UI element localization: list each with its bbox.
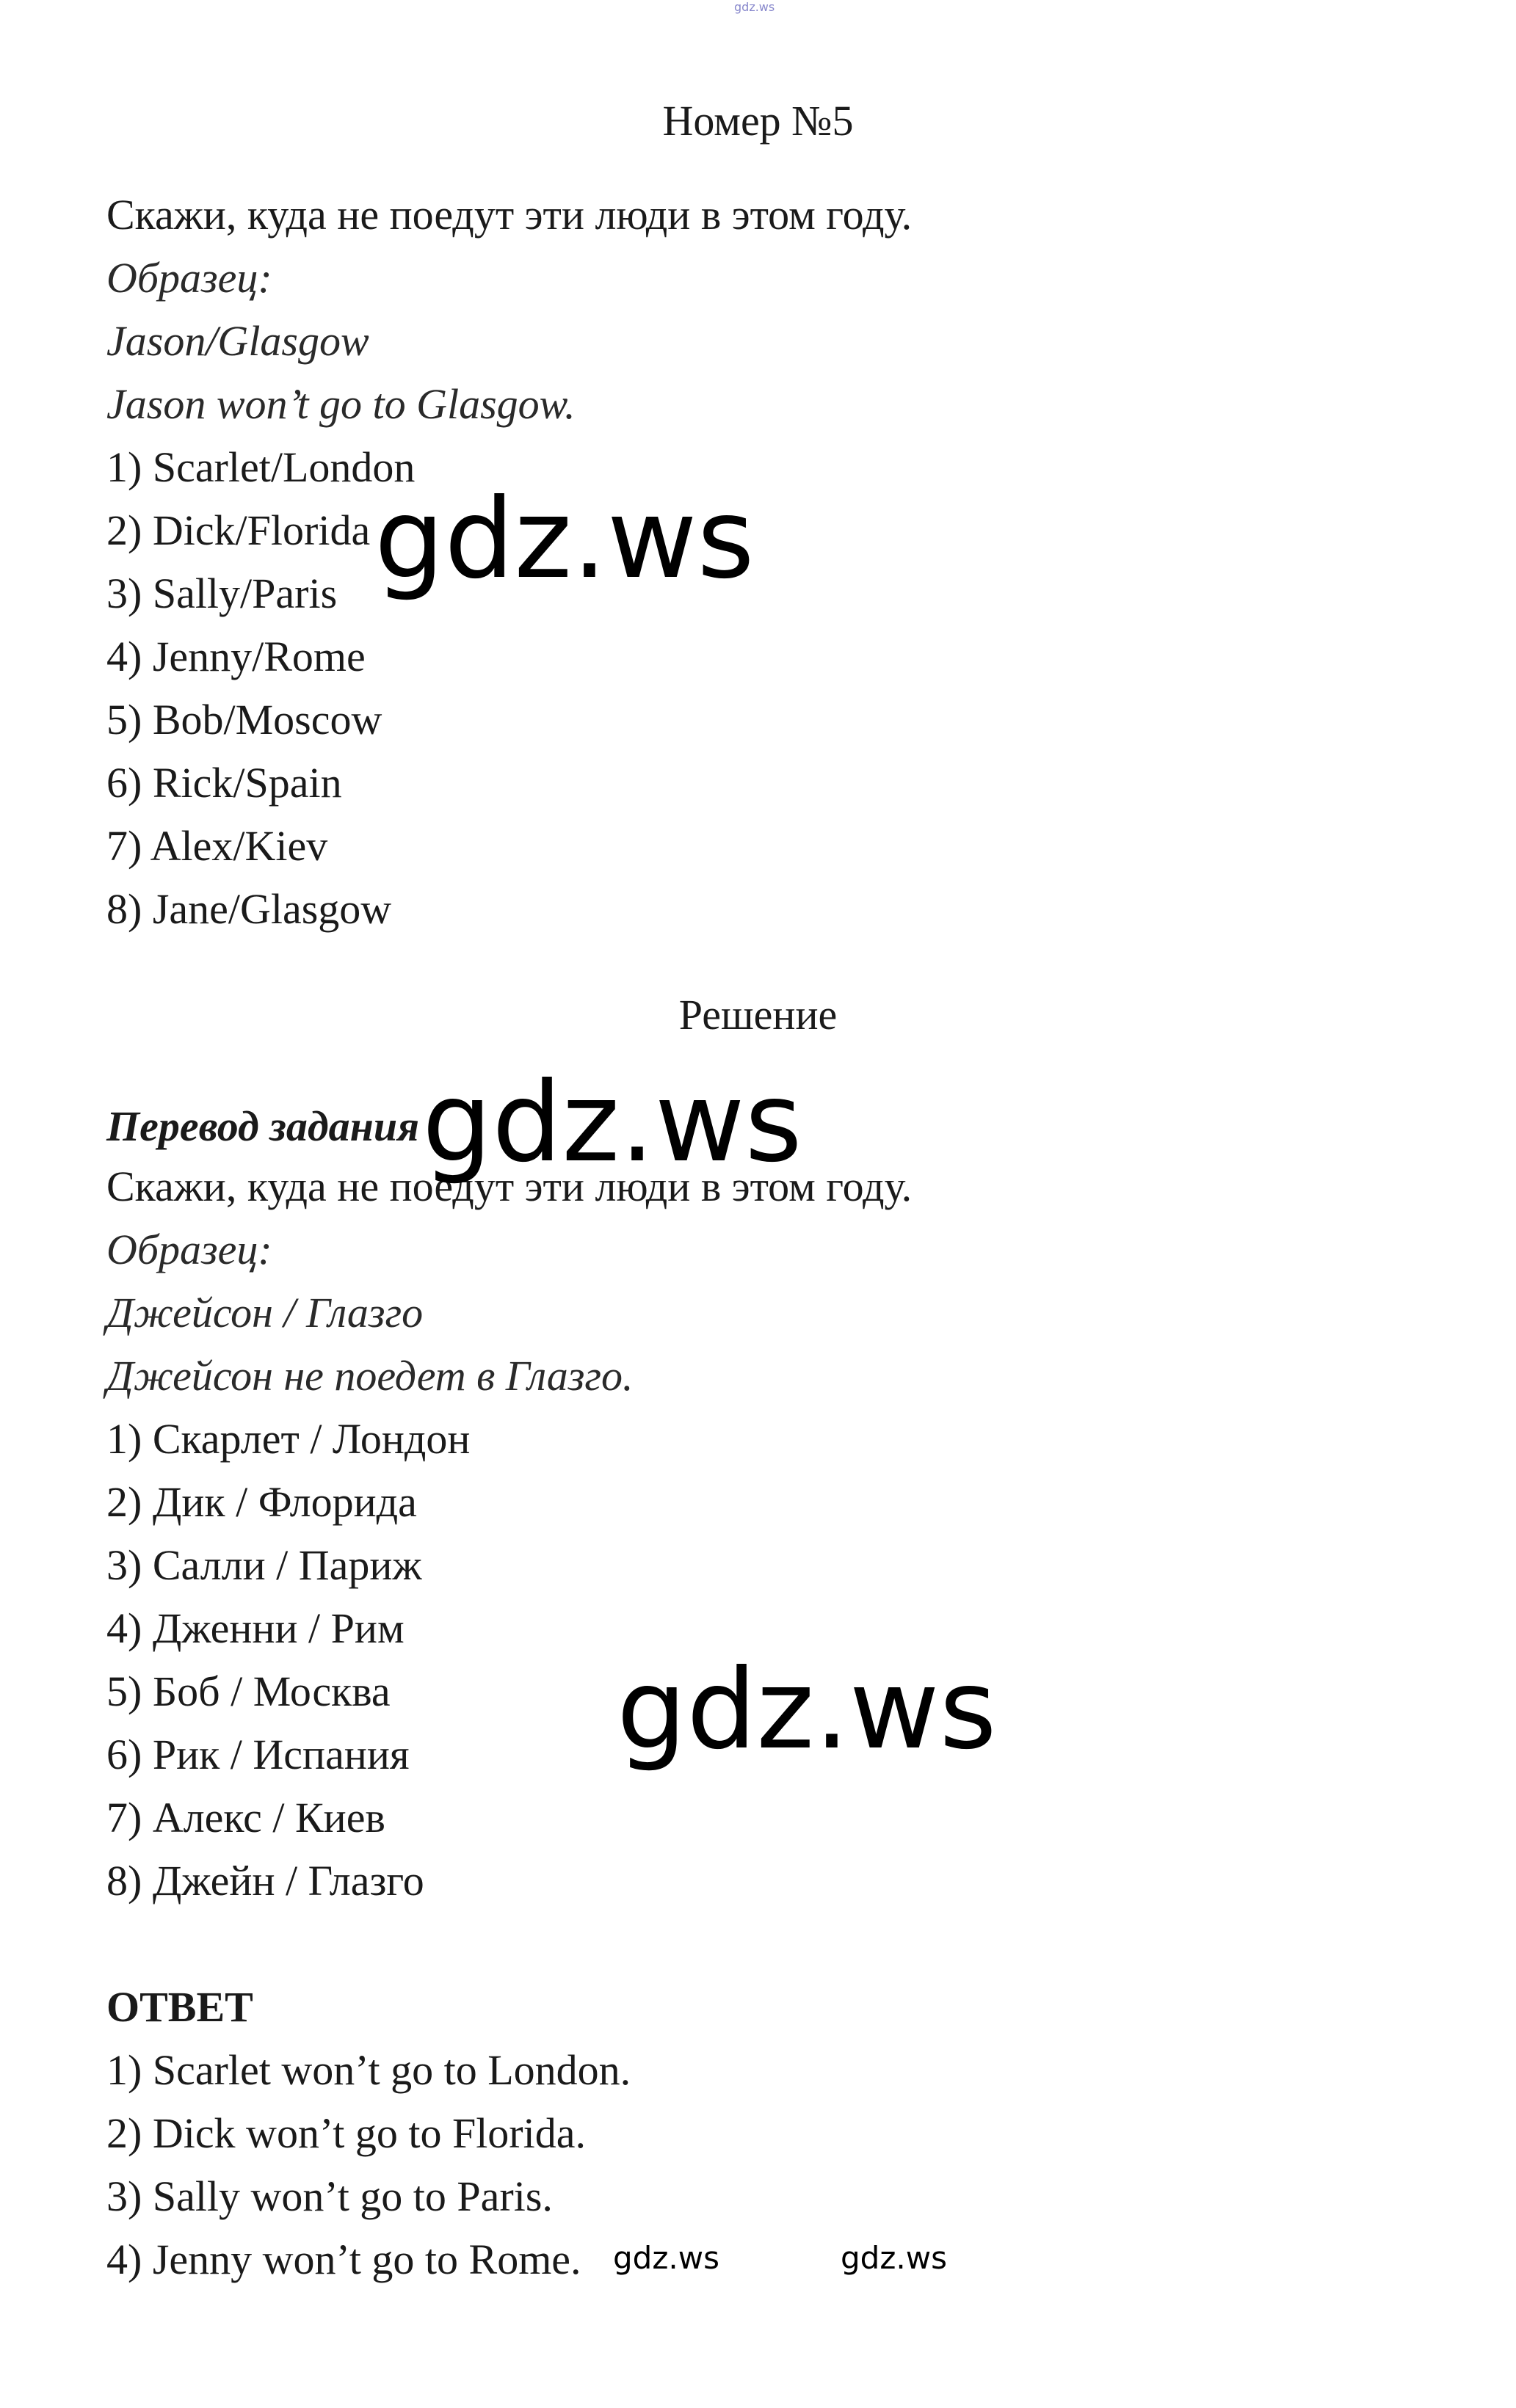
solution-example-pair: Джейсон / Глазго [106, 1289, 424, 1336]
task-item: 6) Rick/Spain [106, 759, 342, 807]
solution-instruction: Скажи, куда не поедут эти люди в этом году. [106, 1163, 913, 1210]
solution-item: 7) Алекс / Киев [106, 1794, 385, 1841]
translation-label: Перевод задания [106, 1102, 419, 1150]
solution-example-label: Образец: [106, 1226, 272, 1273]
solution-item: 3) Салли / Париж [106, 1541, 422, 1589]
task-example-answer: Jason won’t go to Glasgow. [106, 380, 576, 428]
watermark: gdz.ws [422, 1059, 802, 1187]
task-item: 1) Scarlet/London [106, 443, 416, 491]
task-item: 5) Bob/Moscow [106, 696, 382, 743]
watermark-top: gdz.ws [734, 0, 775, 14]
solution-item: 4) Дженни / Рим [106, 1604, 405, 1652]
answer-item: 4) Jenny won’t go to Rome. [106, 2236, 581, 2283]
answer-item: 3) Sally won’t go to Paris. [106, 2172, 553, 2220]
task-example-pair: Jason/Glasgow [106, 317, 369, 365]
solution-item: 6) Рик / Испания [106, 1731, 410, 1778]
task-item: 2) Dick/Florida [106, 506, 371, 554]
solution-item: 2) Дик / Флорида [106, 1478, 417, 1526]
watermark: gdz.ws [841, 2240, 947, 2276]
task-title: Номер №5 [662, 97, 854, 145]
solution-example-answer: Джейсон не поедет в Глазго. [106, 1352, 634, 1400]
watermark: gdz.ws [374, 476, 755, 603]
answer-item: 1) Scarlet won’t go to London. [106, 2046, 631, 2094]
solution-item: 5) Боб / Москва [106, 1667, 391, 1715]
task-example-label: Образец: [106, 254, 272, 302]
task-item: 4) Jenny/Rome [106, 633, 366, 680]
task-item: 7) Alex/Kiev [106, 822, 328, 870]
watermark: gdz.ws [613, 2240, 719, 2276]
solution-heading: Решение [678, 991, 838, 1039]
answer-item: 2) Dick won’t go to Florida. [106, 2109, 586, 2157]
solution-item: 1) Скарлет / Лондон [106, 1415, 471, 1463]
task-item: 3) Sally/Paris [106, 570, 338, 617]
solution-item: 8) Джейн / Глазго [106, 1857, 424, 1905]
task-instruction: Скажи, куда не поедут эти люди в этом году. [106, 191, 913, 239]
watermark: gdz.ws [617, 1646, 997, 1774]
task-item: 8) Jane/Glasgow [106, 885, 392, 933]
answer-heading: ОТВЕТ [106, 1983, 253, 2031]
